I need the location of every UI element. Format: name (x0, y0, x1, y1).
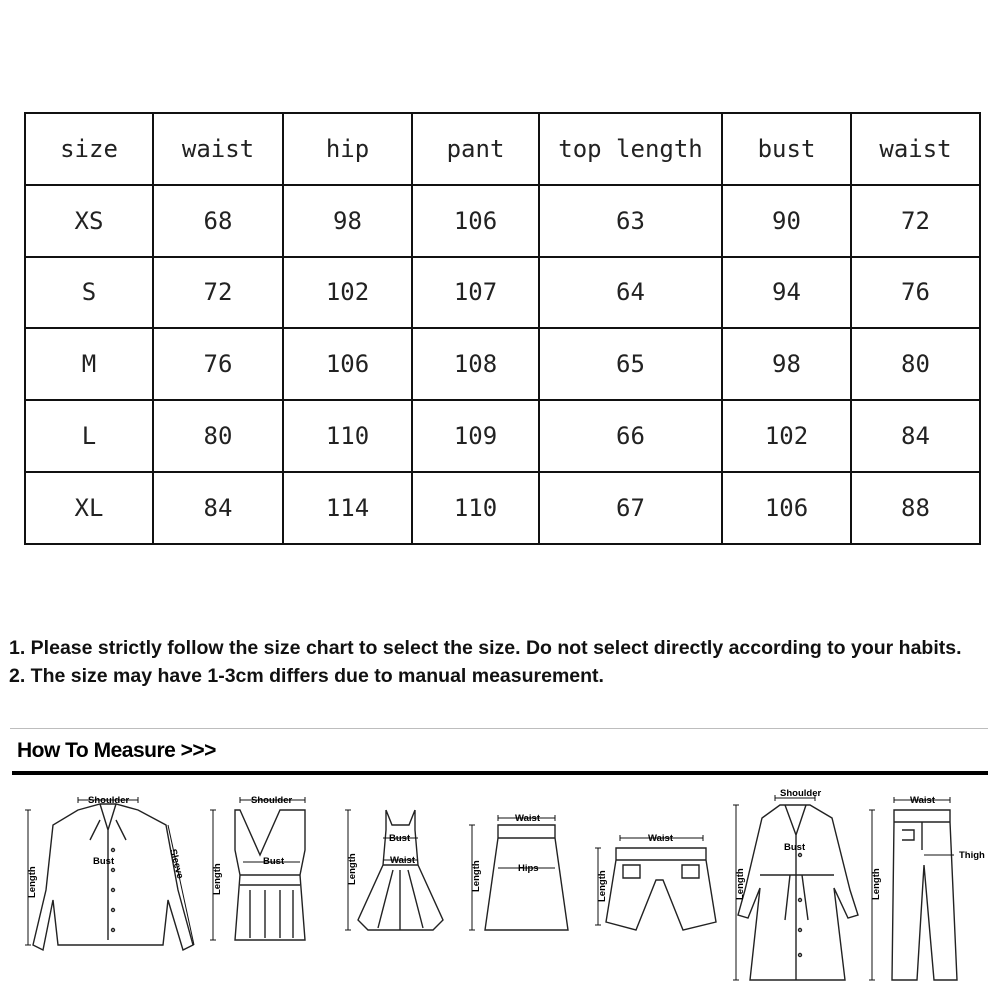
table-cell: 68 (153, 185, 283, 257)
figure-coat (730, 780, 860, 995)
table-cell: 66 (539, 400, 722, 472)
table-cell: 114 (283, 472, 412, 544)
table-cell: L (25, 400, 153, 472)
header-cell: size (25, 113, 153, 185)
table-cell: 88 (851, 472, 980, 544)
figure-shorts (588, 780, 723, 995)
bust-label: Bust (784, 842, 806, 853)
table-cell: XS (25, 185, 153, 257)
table-cell: M (25, 328, 153, 400)
waist-label: Waist (515, 813, 540, 824)
bust-label: Bust (93, 856, 115, 867)
table-row (25, 400, 980, 472)
coat-outline-icon (738, 805, 858, 980)
figure-pants (862, 780, 992, 995)
figure-dress (338, 780, 453, 995)
header-cell: hip (283, 113, 412, 185)
shoulder-label: Shoulder (251, 795, 293, 806)
length-label: Length (27, 866, 38, 898)
figure-skirt (460, 780, 580, 995)
table-cell: 80 (851, 328, 980, 400)
table-cell: 106 (283, 328, 412, 400)
length-label: Length (347, 853, 358, 885)
pants-outline-icon (892, 810, 957, 980)
shoulder-label: Shoulder (780, 788, 822, 799)
table-cell: 102 (283, 257, 412, 329)
bust-label: Bust (389, 833, 411, 844)
table-cell: 65 (539, 328, 722, 400)
title-underline (12, 771, 988, 775)
table-cell: 98 (722, 328, 851, 400)
section-divider (10, 728, 988, 729)
table-cell: 110 (412, 472, 539, 544)
table-cell: 80 (153, 400, 283, 472)
table-cell: 102 (722, 400, 851, 472)
table-cell: 106 (412, 185, 539, 257)
header-cell: waist (851, 113, 980, 185)
table-cell: 94 (722, 257, 851, 329)
how-to-measure-title: How To Measure >>> (17, 739, 216, 762)
figure-shirt (18, 780, 198, 995)
table-header-row (25, 113, 980, 185)
figure-tank (205, 780, 330, 995)
length-label: Length (735, 868, 746, 900)
coat-diagram (730, 780, 860, 995)
table-cell: 90 (722, 185, 851, 257)
header-cell: waist (153, 113, 283, 185)
sleeve-arrow-icon (168, 825, 194, 945)
header-cell: bust (722, 113, 851, 185)
table-cell: 76 (153, 328, 283, 400)
pants-diagram (862, 780, 992, 995)
table-cell: 72 (851, 185, 980, 257)
header-cell: top length (539, 113, 722, 185)
bust-label: Bust (263, 856, 285, 867)
length-label: Length (471, 860, 482, 892)
waist-label: Waist (390, 855, 415, 866)
table-cell: 84 (153, 472, 283, 544)
sleeve-label: Sleeve (167, 847, 186, 880)
skirt-diagram (460, 780, 580, 995)
dress-diagram (338, 780, 453, 995)
table-cell: 98 (283, 185, 412, 257)
length-label: Length (597, 870, 608, 902)
table-cell: 67 (539, 472, 722, 544)
header-cell: pant (412, 113, 539, 185)
table-cell: 106 (722, 472, 851, 544)
table-cell: 72 (153, 257, 283, 329)
thigh-label: Thigh (959, 850, 985, 861)
table-cell: XL (25, 472, 153, 544)
table-cell: 63 (539, 185, 722, 257)
tank-diagram (205, 780, 330, 995)
shorts-diagram (588, 780, 723, 995)
table-row (25, 185, 980, 257)
shoulder-label: Shoulder (88, 795, 130, 806)
table-cell: 109 (412, 400, 539, 472)
table-cell: 110 (283, 400, 412, 472)
length-label: Length (871, 868, 882, 900)
table-cell: S (25, 257, 153, 329)
shirt-diagram (18, 780, 198, 995)
table-row (25, 472, 980, 544)
waist-label: Waist (648, 833, 673, 844)
table-cell: 64 (539, 257, 722, 329)
table-cell: 84 (851, 400, 980, 472)
table-cell: 108 (412, 328, 539, 400)
length-label: Length (212, 863, 223, 895)
shorts-outline-icon (606, 848, 716, 930)
size-notes (9, 634, 991, 690)
table-cell: 107 (412, 257, 539, 329)
shirt-collar-icon (90, 804, 126, 940)
waist-label: Waist (910, 795, 935, 806)
note-1: 1. Please strictly follow the size chart to select the size. Do not select directly according to your habits. (9, 637, 962, 659)
hips-label: Hips (518, 863, 539, 874)
note-2: 2. The size may have 1-3cm differs due to manual measurement. (9, 665, 604, 687)
size-chart-table (24, 112, 981, 545)
table-cell: 76 (851, 257, 980, 329)
table-row (25, 257, 980, 329)
skirt-outline-icon (485, 825, 568, 930)
table-row (25, 328, 980, 400)
